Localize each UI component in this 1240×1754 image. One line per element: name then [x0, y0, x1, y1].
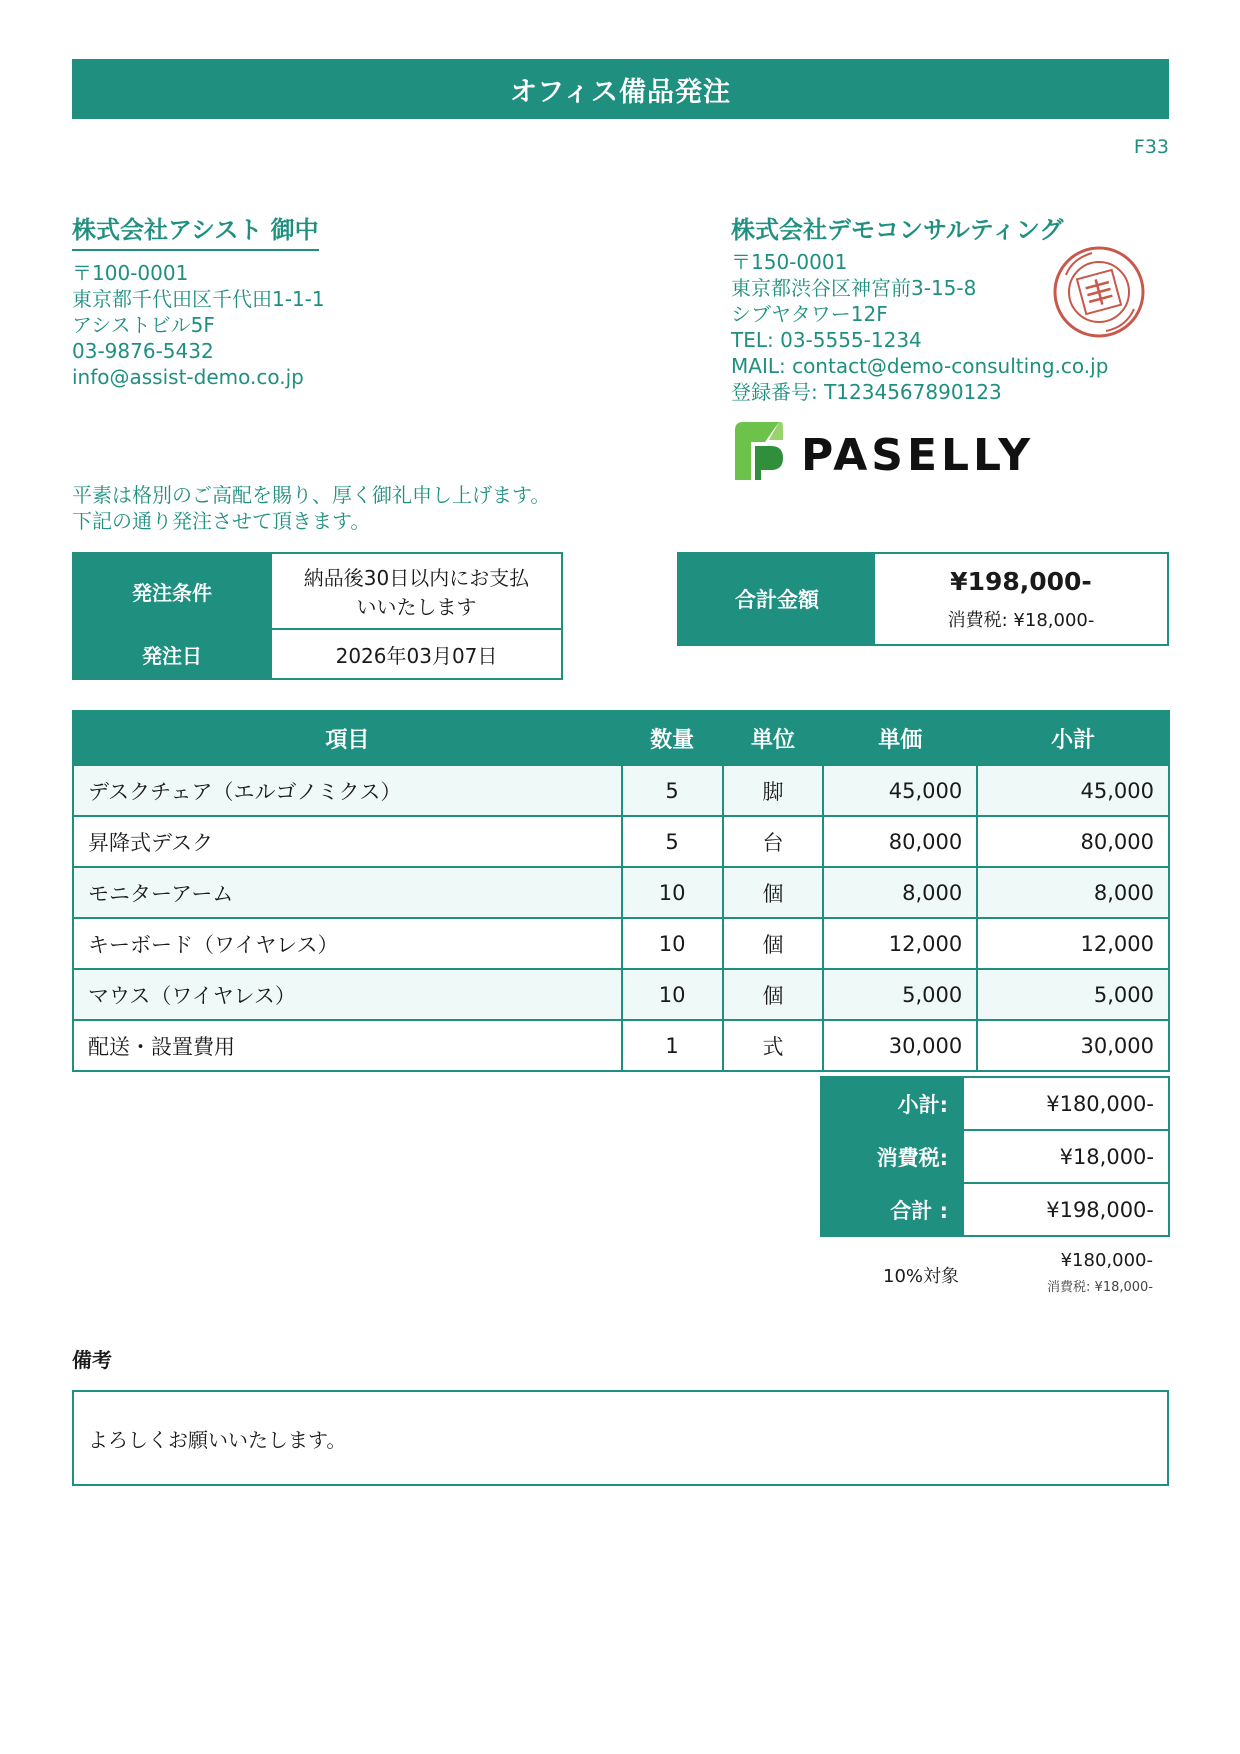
- item-qty: 10: [622, 918, 723, 969]
- item-unit: 個: [723, 867, 824, 918]
- recipient-info: [72, 260, 325, 390]
- item-price: 5,000: [823, 969, 977, 1020]
- item-qty: 10: [622, 969, 723, 1020]
- tax-rate-tax: 消費税: ¥18,000-: [1047, 1280, 1153, 1295]
- item-subtotal: 5,000: [977, 969, 1169, 1020]
- logo-wordmark: PASELLY: [801, 430, 1035, 481]
- notes-box: [72, 1390, 1169, 1486]
- summary-tax-value: ¥18,000-: [963, 1130, 1169, 1183]
- item-subtotal: 45,000: [977, 765, 1169, 816]
- document-number: F33: [1133, 136, 1169, 158]
- item-unit: 個: [723, 969, 824, 1020]
- col-header-subtotal: 小計: [977, 711, 1169, 765]
- greeting-line-1: 平素は格別のご高配を賜り、厚く御礼申し上げます。: [72, 483, 551, 507]
- order-conditions-table: [72, 552, 563, 680]
- total-amount-label: 合計金額: [679, 554, 875, 644]
- items-table: [72, 710, 1170, 1072]
- recipient-postal: 〒100-0001: [72, 261, 189, 285]
- notes-label: 備考: [72, 1348, 112, 1372]
- greeting-line-2: 下記の通り発注させて頂きます。: [72, 509, 371, 533]
- col-header-qty: 数量: [622, 711, 723, 765]
- tax-rate-amount: ¥180,000-: [1060, 1250, 1153, 1271]
- item-name: 配送・設置費用: [73, 1020, 622, 1071]
- table-row: [73, 867, 1169, 918]
- summary-subtotal-label: 小計:: [821, 1077, 963, 1130]
- order-date-value: 2026年03月07日: [271, 629, 562, 679]
- total-amount-box: [677, 552, 1169, 646]
- summary-total-value: ¥198,000-: [963, 1183, 1169, 1236]
- item-price: 45,000: [823, 765, 977, 816]
- items-header-row: [73, 711, 1169, 765]
- summary-subtotal-value: ¥180,000-: [963, 1077, 1169, 1130]
- terms-value: [271, 553, 562, 629]
- summary-total-label: 合計 :: [821, 1183, 963, 1236]
- recipient-name: 株式会社アシスト 御中: [72, 210, 319, 251]
- order-date-label: 発注日: [73, 629, 271, 679]
- item-name: マウス（ワイヤレス）: [73, 969, 622, 1020]
- sender-email: MAIL: contact@demo-consulting.co.jp: [731, 354, 1109, 378]
- item-unit: 個: [723, 918, 824, 969]
- item-qty: 10: [622, 867, 723, 918]
- item-unit: 脚: [723, 765, 824, 816]
- total-amount-value: ¥198,000-: [950, 566, 1092, 596]
- greeting-text: [72, 482, 550, 534]
- company-seal-icon: [1052, 245, 1146, 339]
- item-price: 12,000: [823, 918, 977, 969]
- item-unit: 式: [723, 1020, 824, 1071]
- recipient-email: info@assist-demo.co.jp: [72, 365, 304, 389]
- col-header-unit: 単位: [723, 711, 824, 765]
- sender-registration: 登録番号: T1234567890123: [731, 380, 1002, 404]
- item-unit: 台: [723, 816, 824, 867]
- item-qty: 5: [622, 765, 723, 816]
- item-subtotal: 30,000: [977, 1020, 1169, 1071]
- table-row: [73, 765, 1169, 816]
- item-subtotal: 80,000: [977, 816, 1169, 867]
- total-amount-values: [875, 554, 1167, 644]
- item-price: 8,000: [823, 867, 977, 918]
- col-header-price: 単価: [823, 711, 977, 765]
- table-row: [73, 918, 1169, 969]
- sender-name: 株式会社デモコンサルティング: [731, 216, 1064, 244]
- total-tax-value: 消費税: ¥18,000-: [947, 609, 1095, 631]
- item-name: デスクチェア（エルゴノミクス）: [73, 765, 622, 816]
- summary-table: [820, 1076, 1170, 1237]
- col-header-item: 項目: [73, 711, 622, 765]
- recipient-phone: 03-9876-5432: [72, 339, 214, 363]
- notes-text: よろしくお願いいたします。: [88, 1427, 347, 1452]
- tax-rate-label: 10%対象: [883, 1266, 960, 1287]
- item-name: 昇降式デスク: [73, 816, 622, 867]
- item-name: キーボード（ワイヤレス）: [73, 918, 622, 969]
- table-row: [73, 816, 1169, 867]
- item-price: 80,000: [823, 816, 977, 867]
- sender-postal: 〒150-0001: [731, 250, 848, 274]
- item-qty: 1: [622, 1020, 723, 1071]
- sender-phone: TEL: 03-5555-1234: [731, 328, 922, 352]
- sender-building: シブヤタワー12F: [731, 302, 888, 326]
- terms-value-line-2: いいたします: [356, 595, 477, 619]
- sender-address: 東京都渋谷区神宮前3-15-8: [731, 276, 977, 300]
- summary-tax-label: 消費税:: [821, 1130, 963, 1183]
- recipient-address: 東京都千代田区千代田1-1-1: [72, 287, 325, 311]
- terms-label: 発注条件: [73, 553, 271, 629]
- item-subtotal: 12,000: [977, 918, 1169, 969]
- document-title: オフィス備品発注: [72, 59, 1169, 119]
- company-logo: [731, 420, 1051, 484]
- recipient-building: アシストビル5F: [72, 313, 215, 337]
- item-qty: 5: [622, 816, 723, 867]
- table-row: [73, 1020, 1169, 1071]
- item-subtotal: 8,000: [977, 867, 1169, 918]
- item-price: 30,000: [823, 1020, 977, 1071]
- table-row: [73, 969, 1169, 1020]
- item-name: モニターアーム: [73, 867, 622, 918]
- terms-value-line-1: 納品後30日以内にお支払: [303, 566, 530, 590]
